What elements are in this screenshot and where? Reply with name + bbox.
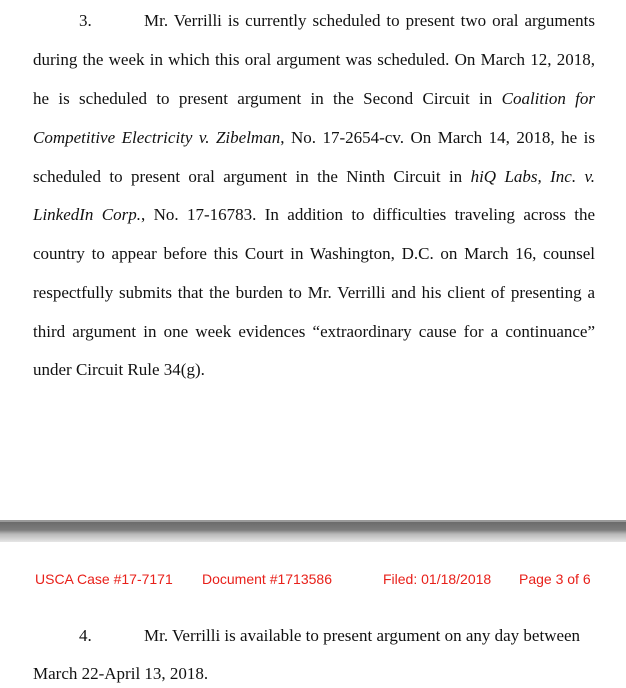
para3-case-name-2a: hiQ Labs, Inc. v. [470, 167, 596, 186]
para3-text-4: , No. 17-2654-cv. On March 14, 2018, he is [280, 128, 595, 147]
para3-text-2: during the week in which this oral argument was scheduled. On March 12, 2018, [33, 50, 595, 69]
para3-line-7 [33, 244, 595, 264]
para4-text-2: March 22-April 13, 2018. [33, 664, 209, 683]
para4-line-1 [33, 626, 595, 646]
para3-line-2 [33, 50, 595, 70]
para3-text-1: Mr. Verrilli is currently scheduled to present two oral arguments [144, 11, 595, 30]
header-page-number: Page 3 of 6 [519, 571, 591, 587]
para3-text-9: third argument in one week evidences “extraordinary cause for a continuance” [33, 322, 595, 341]
para3-case-name-2b: LinkedIn Corp. [33, 205, 141, 224]
para3-text-7: country to appear before this Court in Washington, D.C. on March 16, counsel [33, 244, 595, 263]
header-document-number: Document #1713586 [202, 571, 332, 587]
header-filed-date: Filed: 01/18/2018 [383, 571, 492, 587]
para4-text-1: Mr. Verrilli is available to present argument on any day between [144, 626, 581, 645]
para3-case-name-1b: Competitive Electricity v. Zibelman [33, 128, 281, 147]
para3-line-3 [33, 89, 595, 109]
para3-line-1 [33, 11, 595, 31]
para3-line-10 [33, 360, 595, 380]
para4-number: 4. [79, 626, 92, 645]
para3-line-9 [33, 322, 595, 342]
para3-text-6: , No. 17-16783. In addition to difficulties traveling across the [141, 205, 595, 224]
para3-line-5 [33, 167, 595, 187]
para3-text-5a: scheduled to present oral argument in the Ninth Circuit in [33, 167, 463, 186]
para3-text-3a: he is scheduled to present argument in the Second Circuit in [33, 89, 493, 108]
para3-line-8 [33, 283, 595, 303]
para3-line-4 [33, 128, 595, 148]
para3-text-8: respectfully submits that the burden to Mr. Verrilli and his client of presenting a [33, 283, 595, 302]
para3-case-name-1a: Coalition for [501, 89, 596, 108]
para3-number: 3. [79, 11, 92, 30]
header-case-number: USCA Case #17-7171 [35, 571, 173, 587]
para4-line-2 [33, 664, 595, 684]
para3-text-10: under Circuit Rule 34(g). [33, 360, 205, 379]
para3-line-6 [33, 205, 595, 225]
page-separator [0, 522, 626, 542]
